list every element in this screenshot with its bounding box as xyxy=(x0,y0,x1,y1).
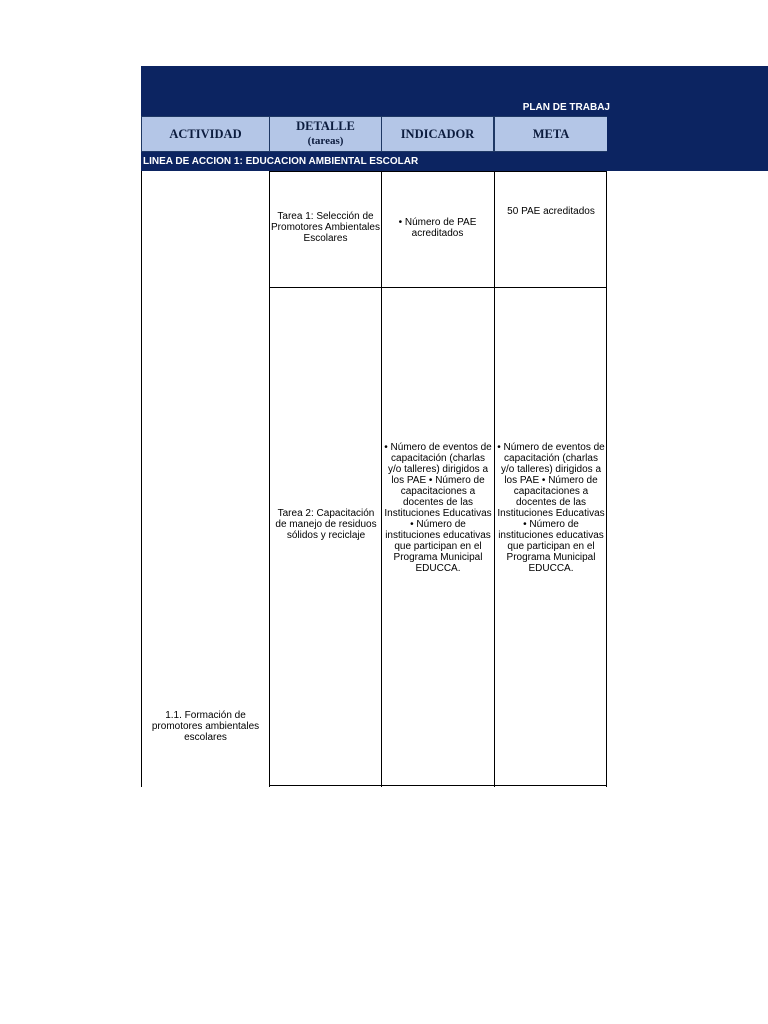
tarea-1: Tarea 1: Selección de Promotores Ambientales Escolares xyxy=(271,211,380,244)
header-indicador: INDICADOR xyxy=(381,116,494,152)
grid-line xyxy=(381,171,382,787)
section-title: LINEA DE ACCION 1: EDUCACION AMBIENTAL ESCOLAR xyxy=(141,152,768,171)
header-strip xyxy=(607,116,768,152)
activity-label: 1.1. Formación de promotores ambientales escolares xyxy=(151,710,260,743)
header-actividad: ACTIVIDAD xyxy=(141,116,270,152)
indicador-2: • Número de eventos de capacitación (charlas y/o talleres) dirigidos a los PAE • Número de capacitaciones a docentes de las Instituciones Educativas • Número de instituciones educativas que participan en el Programa Municipal EDUCCA. xyxy=(384,442,492,574)
meta-2: • Número de eventos de capacitación (charlas y/o talleres) dirigidos a los PAE • Número de capacitaciones a docentes de las Instituciones Educativas • Número de instituciones educativas que participan en el Programa Municipal EDUCCA. xyxy=(497,442,605,574)
grid-line xyxy=(269,287,607,288)
header-banner xyxy=(141,66,768,116)
header-detalle-label: DETALLE xyxy=(296,119,355,133)
grid-line xyxy=(269,171,270,787)
header-detalle xyxy=(269,116,382,152)
grid-line xyxy=(269,171,607,172)
plan-title: PLAN DE TRABAJ xyxy=(522,102,610,113)
grid-line xyxy=(494,171,495,787)
grid-line xyxy=(141,171,142,787)
header-detalle-sub: (tareas) xyxy=(307,135,344,147)
tarea-2: Tarea 2: Capacitación de manejo de residuos sólidos y reciclaje xyxy=(275,508,377,541)
grid-line xyxy=(269,785,607,786)
header-meta: META xyxy=(494,116,608,152)
meta-1: 50 PAE acreditados xyxy=(507,206,595,217)
grid-line xyxy=(606,171,607,787)
indicador-1: • Número de PAE acreditados xyxy=(398,217,477,239)
